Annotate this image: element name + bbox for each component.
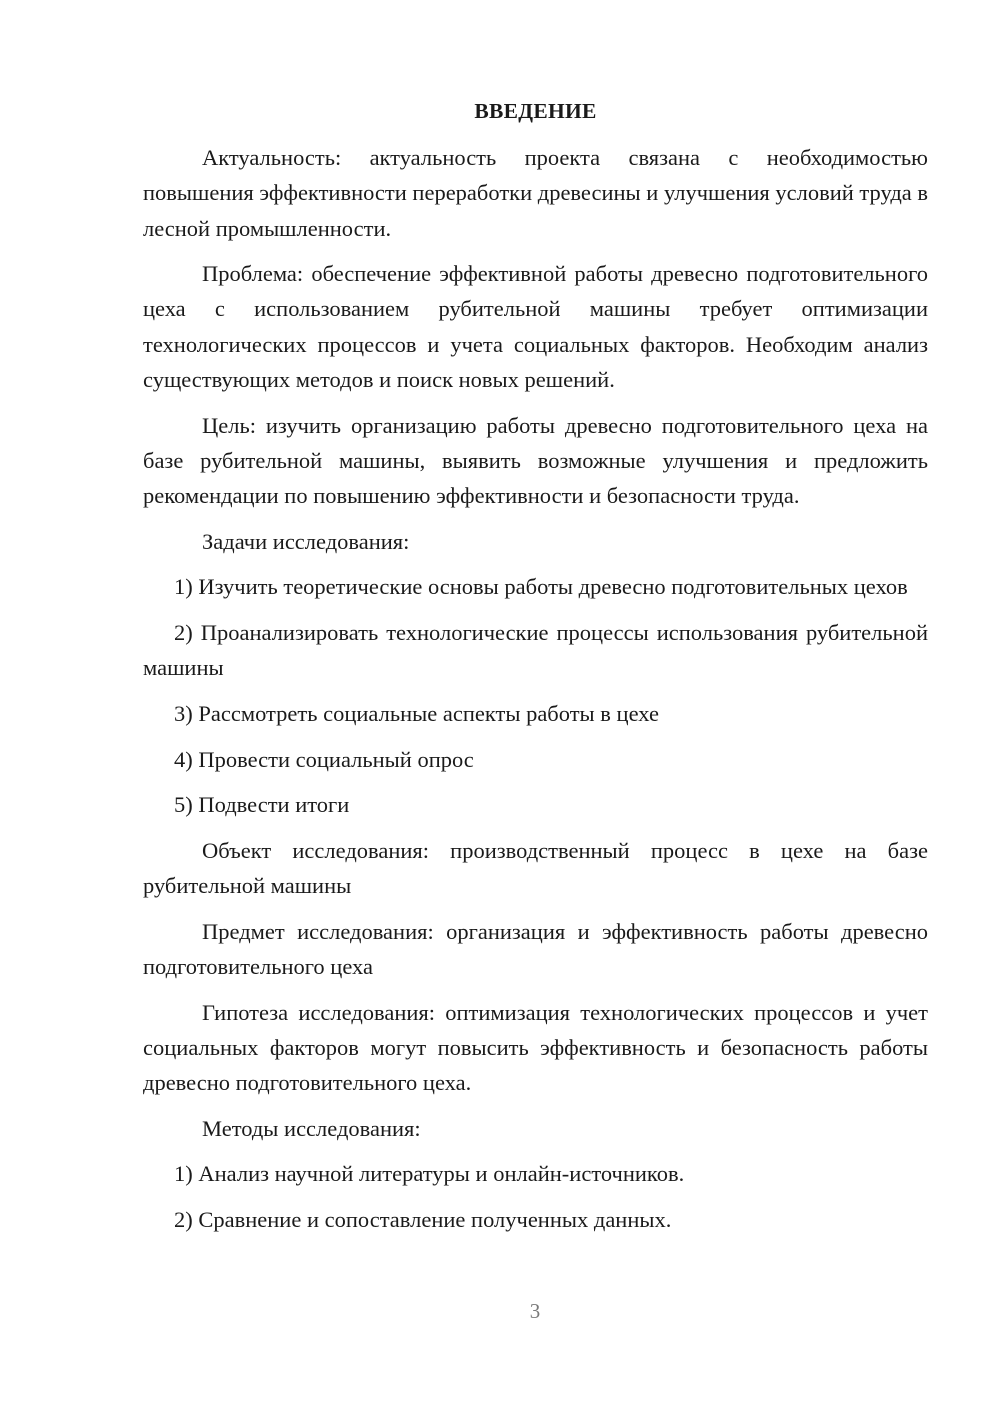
tasks-heading: Задачи исследования: [202, 528, 410, 554]
tasks-list [143, 569, 928, 822]
list-item: 1) Изучить теоретические основы работы древесно подготовительных цехов [174, 574, 908, 600]
list-item: 1) Анализ научной литературы и онлайн-источников. [174, 1161, 685, 1187]
list-item: 2) Проанализировать технологические процессы использования рубительной машины [143, 620, 928, 681]
list-item: 5) Подвести итоги [174, 792, 350, 818]
methods-heading: Методы исследования: [202, 1115, 421, 1141]
list-item: 4) Провести социальный опрос [174, 746, 474, 772]
paragraph-subject: Предмет исследования: организация и эффективность работы древесно подготовительного цеха [143, 918, 928, 979]
paragraph-object: Объект исследования: производственный процесс в цехе на базе рубительной машины [143, 837, 928, 899]
document-page [143, 94, 928, 1247]
page-number: 3 [529, 1299, 541, 1323]
methods-list [143, 1156, 928, 1237]
list-item: 3) Рассмотреть социальные аспекты работы в цехе [174, 700, 659, 726]
section-title: ВВЕДЕНИЕ [474, 99, 597, 123]
paragraph-hypothesis: Гипотеза исследования: оптимизация технологических процессов и учет социальных факторов могут повысить эффективность и безопасность работы древесно подготовительного цеха. [143, 999, 928, 1096]
paragraph-relevance: Актуальность: актуальность проекта связана с необходимостью повышения эффективности переработки древесины и улучшения условий труда в лесной промышленности. [143, 145, 928, 241]
paragraph-problem: Проблема: обеспечение эффективной работы древесно подготовительного цеха с использованием рубительной машины требует оптимизации технологических процессов и учета социальных факторов. Необходим анализ существующих методов и поиск новых решений. [143, 261, 928, 393]
paragraph-goal: Цель: изучить организацию работы древесно подготовительного цеха на базе рубительной машины, выявить возможные улучшения и предложить рекомендации по повышению эффективности и безопасности труда. [143, 412, 928, 509]
list-item: 2) Сравнение и сопоставление полученных данных. [174, 1206, 672, 1232]
